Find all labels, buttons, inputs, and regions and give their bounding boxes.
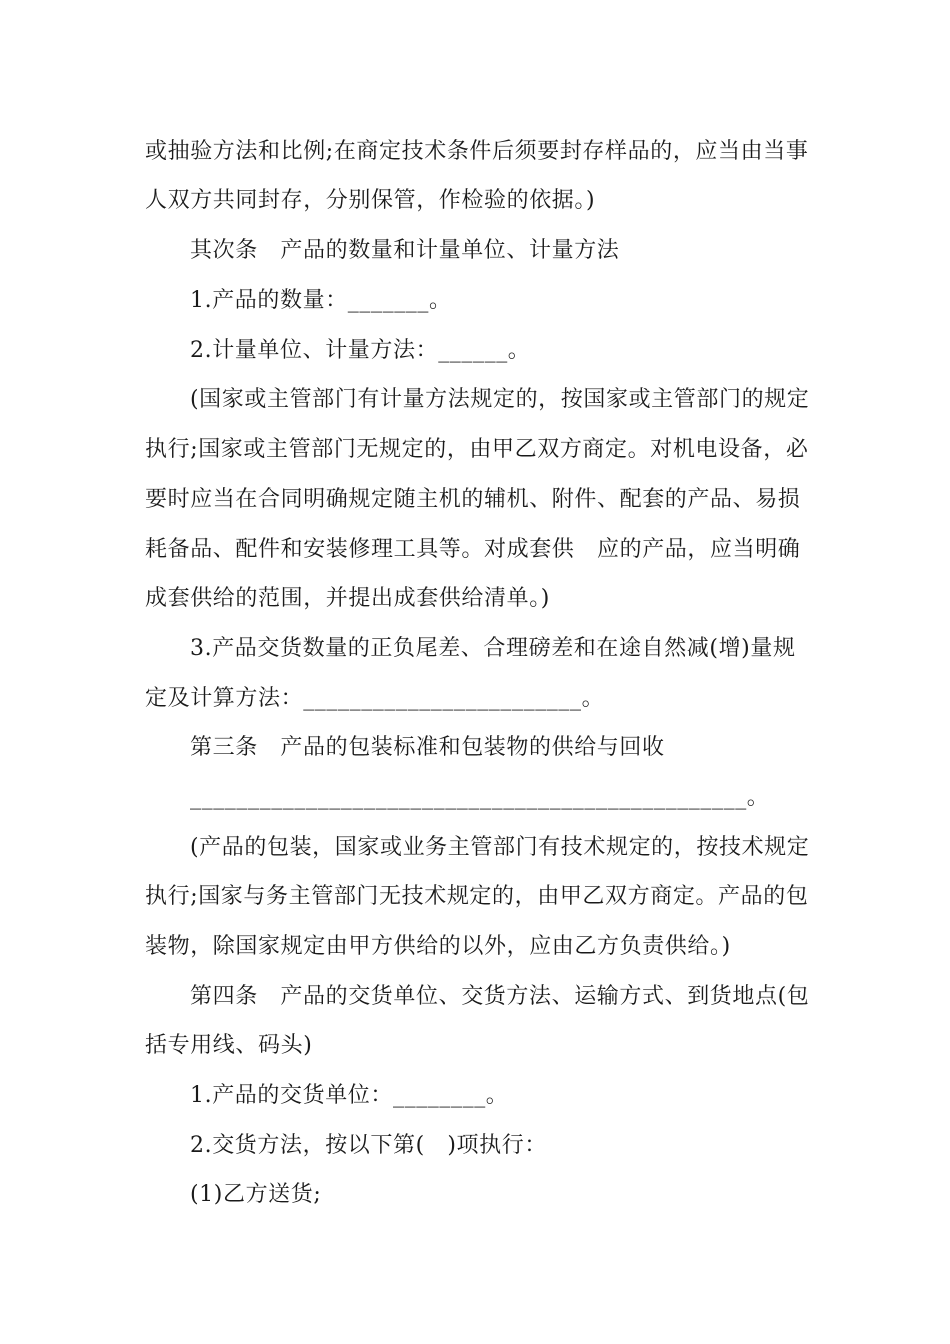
text-line: 3.产品交货数量的正负尾差、合理磅差和在途自然减(增)量规	[190, 636, 796, 661]
text-line: 2.计量单位、计量方法：______。	[190, 338, 531, 363]
text-line: 人双方共同封存，分别保管，作检验的依据。)	[145, 188, 596, 213]
text-line: 要时应当在合同明确规定随主机的辅机、附件、配套的产品、易损	[145, 487, 801, 512]
text-line: 1.产品的数量：_______。	[190, 288, 452, 313]
text-line: 定及计算方法：________________________。	[145, 686, 605, 711]
text-line: 执行;国家或主管部门无规定的，由甲乙双方商定。对机电设备，必	[145, 437, 809, 462]
text-line: 2.交货方法，按以下第( )项执行：	[190, 1133, 547, 1158]
text-line: 装物，除国家规定由甲方供给的以外，应由乙方负责供给。)	[145, 934, 731, 959]
text-line: ________________________________________________。	[190, 785, 770, 810]
text-line: 成套供给的范围，并提出成套供给清单。)	[145, 586, 550, 611]
text-line: 1.产品的交货单位：________。	[190, 1083, 509, 1108]
text-line: (1)乙方送货;	[190, 1182, 322, 1207]
text-line: 执行;国家与务主管部门无技术规定的，由甲乙双方商定。产品的包	[145, 884, 809, 909]
section-heading: 第四条 产品的交货单位、交货方法、运输方式、到货地点(包	[190, 984, 810, 1009]
text-line: (产品的包装，国家或业务主管部门有技术规定的，按技术规定	[190, 835, 810, 860]
section-heading: 其次条 产品的数量和计量单位、计量方法	[190, 238, 620, 263]
section-heading: 第三条 产品的包装标准和包装物的供给与回收	[190, 735, 665, 760]
text-line: 耗备品、配件和安装修理工具等。对成套供 应的产品，应当明确	[145, 537, 801, 562]
text-line: (国家或主管部门有计量方法规定的，按国家或主管部门的规定	[190, 387, 810, 412]
text-line: 括专用线、码头)	[145, 1033, 313, 1058]
text-line: 或抽验方法和比例;在商定技术条件后须要封存样品的，应当由当事	[145, 139, 809, 164]
